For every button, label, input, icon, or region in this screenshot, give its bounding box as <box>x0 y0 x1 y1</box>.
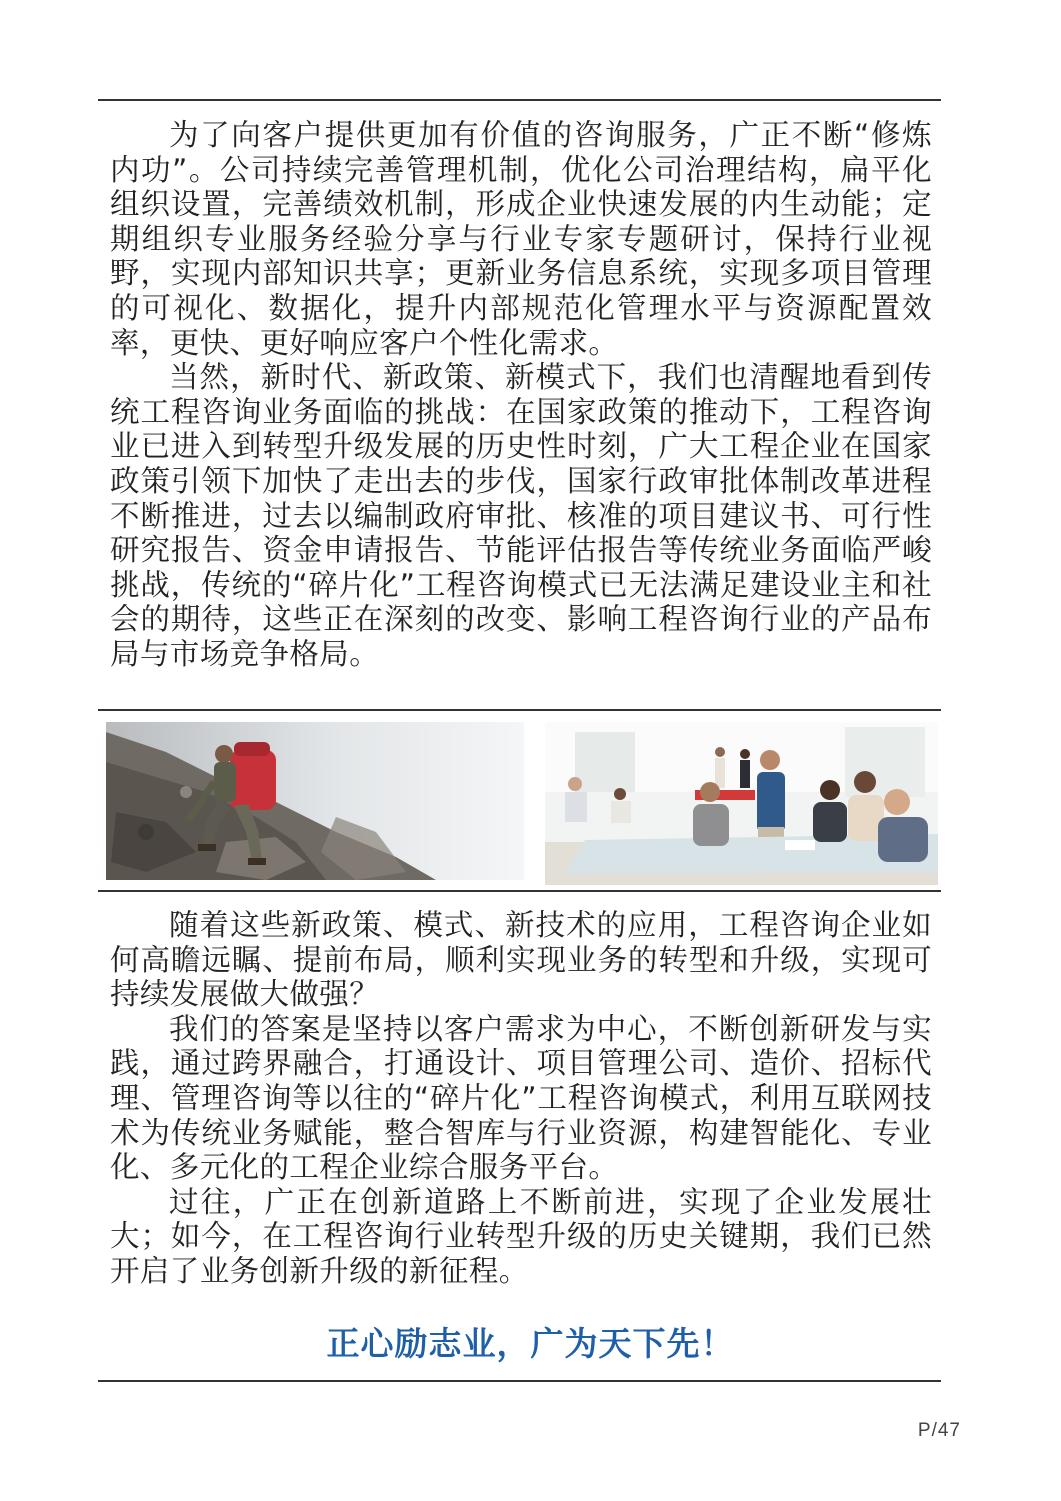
page-number: P/47 <box>917 1420 961 1441</box>
paragraph: 我们的答案是坚持以客户需求为中心，不断创新研发与实践，通过跨界融合，打通设计、项目管理公司、造价、招标代理、管理咨询等以往的“碎片化”工程咨询模式，利用互联网技术为传统业务赋能，整合智库与行业资源，构建智能化、专业化、多元化的工程企业综合服务平台。 <box>110 1011 932 1185</box>
paragraph: 当然，新时代、新政策、新模式下，我们也清醒地看到传统工程咨询业务面临的挑战：在国家政策的推动下，工程咨询业已进入到转型升级发展的历史性时刻，广大工程企业在国家政策引领下加快了走出去的步伐，国家行政审批体制改革进程不断推进，过去以编制政府审批、核准的项目建议书、可行性研究报告、资金申请报告、节能评估报告等传统业务面临严峻挑战，传统的“碎片化”工程咨询模式已无法满足建设业主和社会的期待，这些正在深刻的改变、影响工程咨询行业的产品布局与市场竞争格局。 <box>110 360 932 671</box>
section-1-text <box>110 118 932 672</box>
image-bottom-rule <box>98 890 941 892</box>
section-2-text <box>110 908 932 1289</box>
top-rule <box>98 99 941 101</box>
bottom-rule <box>98 1380 941 1382</box>
paragraph: 随着这些新政策、模式、新技术的应用，工程咨询企业如何高瞻远瞩、提前布局，顺利实现业务的转型和升级，实现可持续发展做大做强？ <box>110 908 932 1012</box>
paragraph: 过往，广正在创新道路上不断前进，实现了企业发展壮大；如今，在工程咨询行业转型升级的历史关键期，我们已然开启了业务创新升级的新征程。 <box>110 1184 932 1288</box>
image-top-rule <box>98 709 941 711</box>
paragraph: 为了向客户提供更加有价值的咨询服务，广正不断“修炼内功”。公司持续完善管理机制，优化公司治理结构，扁平化组织设置，完善绩效机制，形成企业快速发展的内生动能；定期组织专业服务经验分享与行业专家专题研讨，保持行业视野，实现内部知识共享；更新业务信息系统，实现多项目管理的可视化、数据化，提升内部规范化管理水平与资源配置效率，更快、更好响应客户个性化需求。 <box>110 118 932 360</box>
hiker-photo <box>106 722 524 880</box>
slogan: 正心励志业，广为天下先！ <box>326 1324 735 1363</box>
meeting-photo <box>545 722 938 885</box>
